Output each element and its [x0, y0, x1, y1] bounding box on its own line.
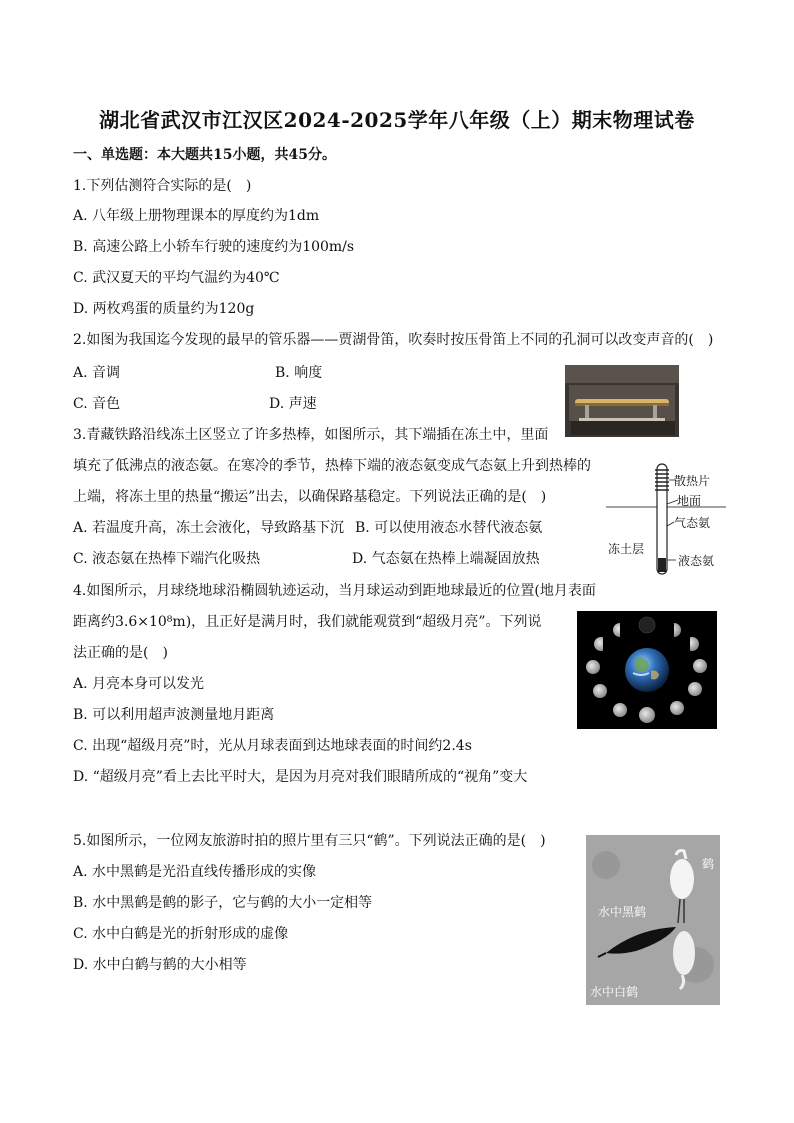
question-2-option-b: B. 响度: [275, 365, 323, 381]
question-3-option-d: D. 气态氨在热棒上端凝固放热: [352, 551, 540, 567]
moon-orbit-photo: [577, 611, 717, 729]
question-2-option-a: A. 音调: [73, 365, 121, 381]
page-title: 湖北省武汉市江汉区2024-2025学年八年级（上）期末物理试卷: [99, 108, 695, 132]
question-3-stem-line-2: 填充了低沸点的液态氨。在寒冷的季节，热棒下端的液态氨变成气态氨上升到热棒的: [73, 458, 591, 474]
question-4-option-d: D. “超级月亮”看上去比平时大，是因为月亮对我们眼睛所成的“视角”变大: [73, 769, 528, 785]
label-crane: 鹤: [702, 857, 715, 871]
question-3-option-c: C. 液态氨在热棒下端汽化吸热: [73, 551, 261, 567]
crane-photo: [586, 835, 720, 1005]
question-3-stem-line-1: 3.青藏铁路沿线冻土区竖立了许多热棒，如图所示，其下端插在冻土中，里面: [73, 427, 549, 443]
label-soil: 冻土层: [608, 542, 645, 556]
question-4-option-a: A. 月亮本身可以发光: [73, 676, 205, 692]
question-2-option-d: D. 声速: [269, 396, 317, 412]
question-1-option-c: C. 武汉夏天的平均气温约为40℃: [73, 270, 280, 286]
question-2-option-c: C. 音色: [73, 396, 121, 412]
heat-pipe-diagram: [606, 460, 726, 580]
question-3-option-a: A. 若温度升高，冻土会液化，导致路基下沉: [73, 520, 345, 536]
label-ground: 地面: [677, 494, 702, 508]
question-3-option-b: B. 可以使用液态水替代液态氨: [355, 520, 543, 536]
question-5-option-d: D. 水中白鹤与鹤的大小相等: [73, 957, 247, 973]
question-5-option-a: A. 水中黑鹤是光沿直线传播形成的实像: [73, 864, 317, 880]
question-1-option-d: D. 两枚鸡蛋的质量约为120g: [73, 301, 255, 317]
question-5-option-c: C. 水中白鹤是光的折射形成的虚像: [73, 926, 289, 942]
question-4-stem-line-2: 距离约3.6×10⁸m)，且正好是满月时，我们就能观赏到“超级月亮”。下列说: [73, 614, 542, 630]
label-fin: 散热片: [674, 474, 711, 488]
label-gas: 气态氨: [674, 516, 711, 530]
bone-flute-photo: [565, 365, 679, 437]
question-5-option-b: B. 水中黑鹤是鹤的影子，它与鹤的大小一定相等: [73, 895, 373, 911]
question-4-stem-line-1: 4.如图所示，月球绕地球沿椭圆轨迹运动，当月球运动到距地球最近的位置(地月表面: [73, 583, 596, 599]
question-4-option-b: B. 可以利用超声波测量地月距离: [73, 707, 275, 723]
question-1-option-a: A. 八年级上册物理课本的厚度约为1dm: [73, 208, 320, 224]
question-3-stem-line-3: 上端，将冻土里的热量“搬运”出去，以确保路基稳定。下列说法正确的是( ): [73, 489, 547, 505]
question-1-option-b: B. 高速公路上小轿车行驶的速度约为100m/s: [73, 239, 355, 255]
question-4-stem-line-3: 法正确的是( ): [73, 645, 168, 661]
label-black-crane: 水中黑鹤: [598, 905, 647, 919]
label-white-crane: 水中白鹤: [590, 985, 639, 999]
label-liquid: 液态氨: [678, 554, 715, 568]
question-5-stem: 5.如图所示，一位网友旅游时拍的照片里有三只“鹤”。下列说法正确的是( ): [73, 833, 546, 849]
question-2-stem: 2.如图为我国迄今发现的最早的管乐器——贾湖骨笛，吹奏时按压骨笛上不同的孔洞可以改变声音的( ): [73, 332, 714, 348]
question-1-stem: 1.下列估测符合实际的是( ): [73, 178, 252, 194]
section-heading: 一、单选题：本大题共15小题，共45分。: [73, 147, 336, 163]
question-4-option-c: C. 出现“超级月亮”时，光从月球表面到达地球表面的时间约2.4s: [73, 738, 472, 754]
